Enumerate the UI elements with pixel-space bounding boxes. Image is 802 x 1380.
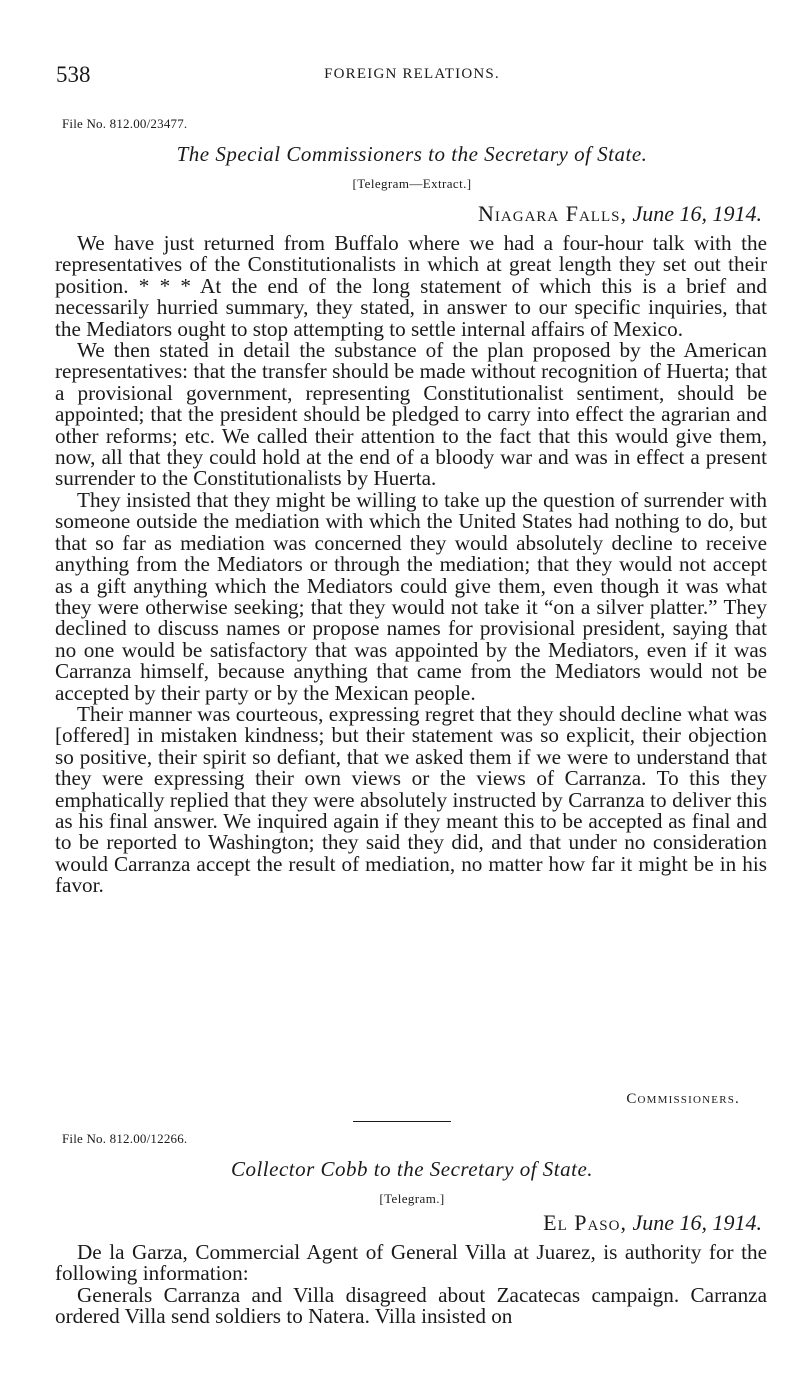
paragraph: We then stated in detail the substance of the plan proposed by the American representatives: that the transfer should be made without recognition of Huerta; that a provisional government, representing Constitutionalist sentiment, should be appointed; that the president should be pledged to carry into effect the agrarian and other reforms; etc. We called their attention to the fact that this would give them, now, all that they could hold at the end of a bloody war and was in effect a present surrender to the Constitutionalists by Huerta.: [55, 338, 767, 491]
section-divider: [353, 1121, 451, 1122]
document-type: [Telegram—Extract.]: [352, 176, 472, 191]
running-title: FOREIGN RELATIONS.: [324, 66, 500, 82]
telegram-body: [55, 233, 767, 897]
paragraph: They insisted that they might be willing to take up the question of surrender with someone outside the mediation with which the United States had nothing to do, but that so far as mediation was concerned they would absolutely decline to receive anything from the Mediators or through the mediation; that they would not accept as a gift anything which the Mediators could give them, even though it was what they were otherwise seeking; that they would not take it “on a silver platter.” They declined to discuss names or propose names for provisional president, saying that no one would be satisfactory that was appointed by the Mediators, even if it was Carranza himself, because anything that came from the Mediators would not be accepted by their party or by the Mexican people.: [55, 487, 767, 705]
paragraph: We have just returned from Buffalo where we had a four-hour talk with the representatives of the Constitutionalists in which at great length they set out their position. * * * At the end of the long statement of which this is a brief and necessarily hurried summary, they stated, in answer to our specific inquiries, that the Mediators ought to stop attempting to settle internal affairs of Mexico.: [55, 231, 767, 341]
dateline-place: Niagara Falls,: [478, 201, 627, 226]
document-title: The Special Commissioners to the Secretary of State.: [176, 142, 648, 166]
document-title: Collector Cobb to the Secretary of State.: [230, 1157, 594, 1181]
paragraph: Generals Carranza and Villa disagreed about Zacatecas campaign. Carranza ordered Villa send soldiers to Natera. Villa insisted on: [55, 1282, 767, 1329]
telegram-body: [55, 1242, 767, 1328]
signature: Commissioners.: [626, 1091, 740, 1107]
running-head: [56, 62, 768, 92]
page-number: 538: [56, 62, 91, 87]
dateline-date: June 16, 1914.: [632, 201, 762, 226]
document-type: [Telegram.]: [379, 1191, 445, 1206]
file-number: File No. 812.00/23477.: [62, 116, 188, 131]
dateline: [543, 1210, 762, 1236]
paragraph: De la Garza, Commercial Agent of General Villa at Juarez, is authority for the following information:: [55, 1240, 767, 1286]
file-number: File No. 812.00/12266.: [62, 1131, 188, 1146]
dateline: [478, 201, 762, 227]
dateline-date: June 16, 1914.: [632, 1210, 762, 1235]
dateline-place: El Paso,: [543, 1210, 627, 1235]
paragraph: Their manner was courteous, expressing regret that they should decline what was [offered] in mistaken kindness; but their statement was so explicit, their objection so positive, their spirit so defiant, that we asked them if we were to understand that they were expressing their own views or the views of Carranza. To this they emphatically replied that they were absolutely instructed by Carranza to deliver this as his final answer. We inquired again if they meant this to be accepted as final and to be reported to Washington; they said they did, and that under no consideration would Carranza accept the result of mediation, no matter how far it might be in his favor.: [55, 701, 767, 898]
